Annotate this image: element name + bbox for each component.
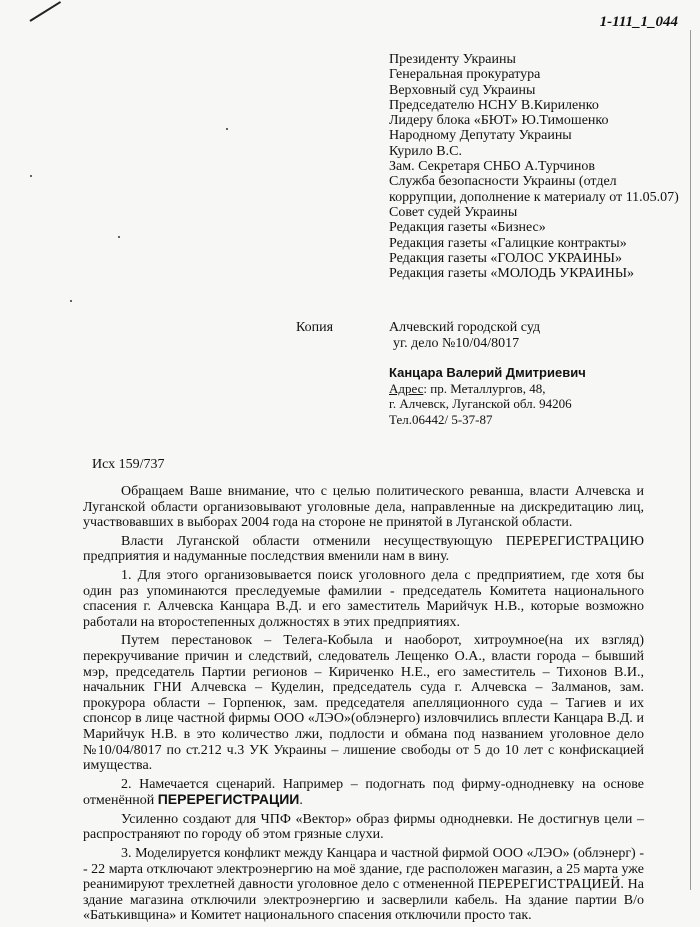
recipient: Генеральная прокуратура xyxy=(389,67,541,83)
paragraph: Власти Луганской области отменили несуществующую ПЕРЕРЕГИСТРАЦИЮ предприятия и надуманные последствия вменили нам в вину. xyxy=(83,533,644,565)
sender-phone: Тел.06442/ 5-37-87 xyxy=(389,411,493,427)
recipient: Редакция газеты «МОЛОДЬ УКРАИНЫ» xyxy=(389,266,635,282)
recipient: Редакция газеты «ГОЛОС УКРАИНЫ» xyxy=(389,250,622,266)
recipient: Лидеру блока «БЮТ» Ю.Тимошенко xyxy=(389,113,609,129)
case-number: уг. дело №10/04/8017 xyxy=(393,336,520,351)
letter-body xyxy=(83,484,644,927)
recipient: Служба безопасности Украины (отдел коррупции, дополнение к материалу от 11.05.07) xyxy=(389,174,679,205)
paragraph: Путем перестановок – Телега-Кобыла и наоборот, хитроумное(на их взгляд) перекручивание причин и следствий, следователь Лещенко О.А., власти города – бывший мэр, председатель Партии регионов – Кириченко Н.Е., его заместитель – Тихонов В.И., начальник ГНИ Алчевска – Куделин, председатель суда г. Алчевска – Залманов, зам. прокурора области – Горпенюк, зам. председателя апелляционного суда – Тагиев и их спонсор в лице частной фирмы ООО «ЛЭО»(облэнерго) изловчились вплести Канцара В.Д. и Марийчук Н.В. в это количество лжи, подлости и обмана под названием уголовное дело №10/04/8017 по ст.212 ч.3 УК Украины – лишение свободы от 5 до 10 лет с конфискацией имущества. xyxy=(83,633,644,774)
sender-address xyxy=(389,381,586,397)
recipient: Курило В.С. xyxy=(389,143,462,159)
recipients-list xyxy=(389,52,679,281)
address-line-1: : пр. Металлургов, 48, xyxy=(423,380,546,396)
address-line-2: г. Алчевск, Луганской обл. 94206 xyxy=(389,396,572,411)
recipient: Редакция газеты «Бизнес» xyxy=(389,220,546,236)
scan-speck xyxy=(226,128,228,130)
document-id: 1-111_1_044 xyxy=(599,14,678,30)
scan-speck xyxy=(70,300,72,302)
recipient: Председателю НСНУ В.Кириленко xyxy=(389,97,599,113)
recipient: Президенту Украины xyxy=(389,52,516,67)
paragraph-text: . xyxy=(299,793,303,809)
recipient: Совет судей Украины xyxy=(389,204,518,220)
scan-mark xyxy=(29,1,61,22)
paragraph xyxy=(83,777,644,809)
paragraph: 3. Моделируется конфликт между Канцара и частной фирмой ООО «ЛЭО» (облэнерг) -- 22 марта отключают электроэнергию на моё здание, где расположен магазин, а 25 марта уже реанимируют трехлетней давности уголовное дело с отмененной ПЕРЕРЕГИСТРАЦИЕЙ. На здание магазина отключили электроэнергию и засверлили кабель. На здание партии В/о «Батькивщина» и Комитет национального спасения отключили просто так. xyxy=(83,846,644,924)
recipient: Народному Депутату Украины xyxy=(389,128,572,144)
scan-speck xyxy=(30,175,32,177)
outgoing-number: Исх 159/737 xyxy=(92,457,165,472)
paragraph-text: 2. Намечается сценарий. Например – подогнать под фирму-однодневку на основе отменённой xyxy=(83,776,644,809)
copy-label: Копия xyxy=(296,320,334,335)
recipient: Верховный суд Украины xyxy=(389,82,536,98)
emphasis-text: ПЕРЕРЕГИСТРАЦИИ xyxy=(157,791,300,808)
paragraph: Усиленно создают для ЧПФ «Вектор» образ фирмы однодневки. Не достигнув цели – распространяют по городу об этом грязные слухи. xyxy=(83,811,644,843)
recipient: Зам. Секретаря СНБО А.Турчинов xyxy=(389,159,596,175)
paragraph: 1. Для этого организовывается поиск уголовного дела с предприятием, где хотя бы один раз упоминаются преследуемые фамилии - председатель Комитета национального спасения г. Алчевска Канцара В.Д. и его заместитель Марийчук Н.В., которые возможно работали на второстепенных должностях в этих предприятиях. xyxy=(83,567,644,630)
scan-edge-line xyxy=(690,30,691,890)
court-name: Алчевский городской суд xyxy=(389,320,541,335)
address-label: Адрес xyxy=(389,380,424,396)
scan-speck xyxy=(118,236,120,238)
sender-name: Канцара Валерий Дмитриевич xyxy=(389,365,586,380)
paragraph: Обращаем Ваше внимание, что с целью политического реванша, власти Алчевска и Луганской области организовывают уголовные дела, направленные на дискредитацию лиц, участвовавших в выборах 2004 года на стороне не принятой в Луганской области. xyxy=(83,484,644,531)
recipient: Редакция газеты «Галицкие контракты» xyxy=(389,235,627,251)
sender-block xyxy=(389,365,586,427)
court-block xyxy=(389,320,540,352)
